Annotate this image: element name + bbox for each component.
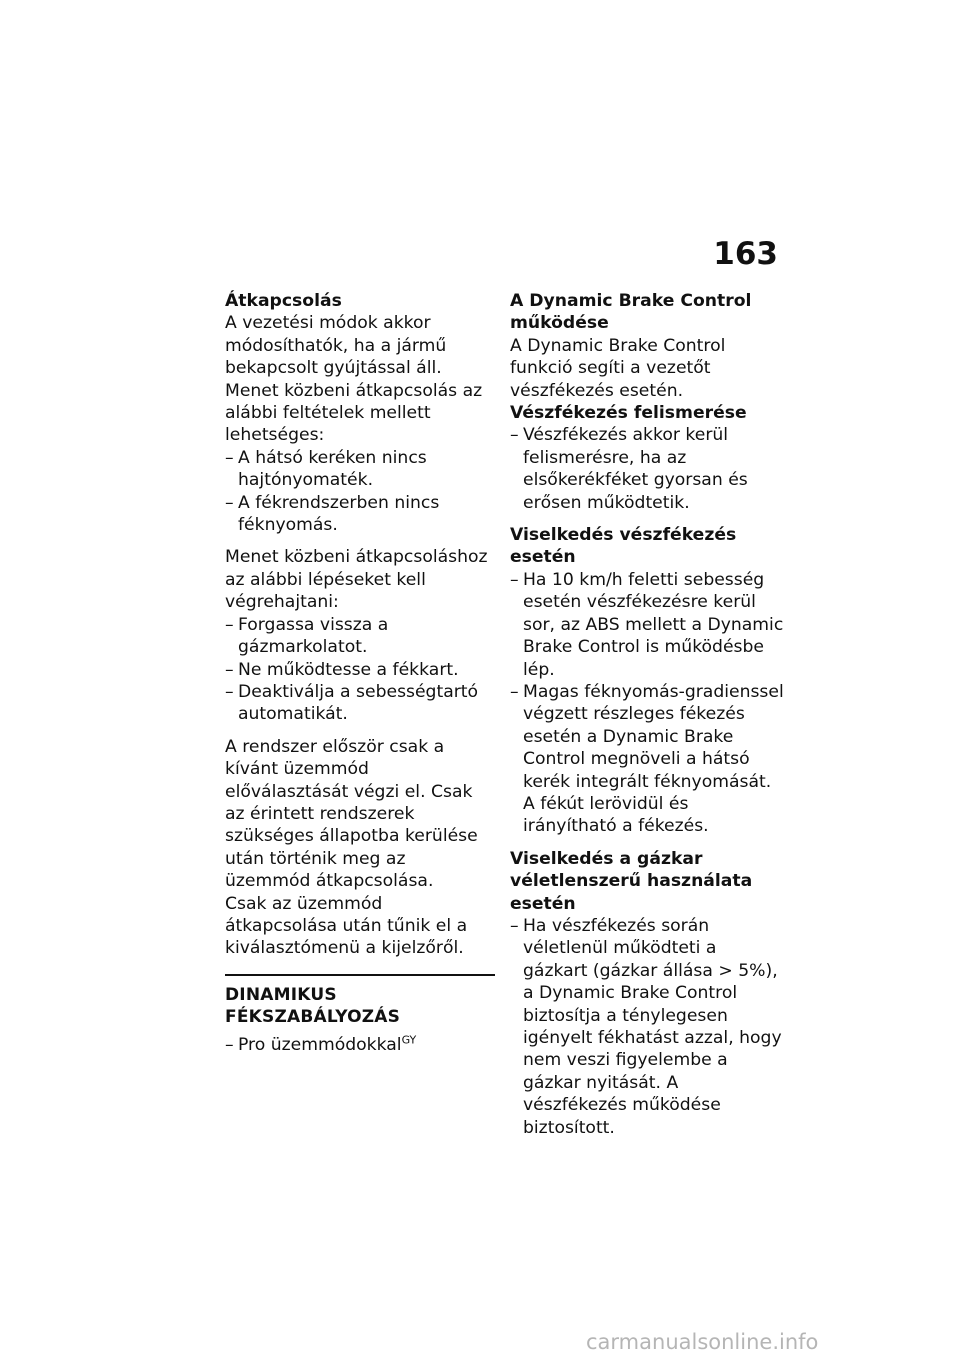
heading-throttle: Viselkedés a gázkar véletlenszerű használata esetén (510, 848, 753, 914)
behavior-list (510, 569, 785, 838)
left-column (225, 290, 495, 1056)
pro-list (225, 1034, 495, 1056)
footnote-marker: GY (401, 1033, 417, 1047)
heading-behavior: Viselkedés vészfékezés esetén (510, 525, 737, 568)
paragraph: A rendszer először csak a kívánt üzemmód előválasztását végzi el. Csak az érintett rendszerek szükséges állapotba kerülése után történik meg az üzemmód átkapcsolása. (225, 736, 478, 892)
list-item: – A fékrendszerben nincs féknyomás. (225, 492, 440, 536)
right-column (510, 290, 785, 1139)
steps-list (225, 614, 495, 726)
paragraph: A Dynamic Brake Control funkció segíti a vezetőt vészfékezés esetén. (510, 335, 726, 401)
list-item: – Deaktiválja a sebességtartó automatikát. (225, 681, 479, 725)
heading-recognition: Vészfékezés felismerése (510, 403, 747, 424)
paragraph: Csak az üzemmód átkapcsolása után tűnik el a kiválasztómenü a kijelzőről. (225, 893, 468, 959)
list-item: – Pro üzemmódokkal$^{GY}$ (225, 1033, 417, 1055)
list-item: – Magas féknyomás-gradienssel végzett részleges fékezés esetén a Dynamic Brake Control megnöveli a hátsó kerék integrált féknyomását. A fékút lerövidül és irányítható a fékezés. (510, 681, 784, 837)
recognition-list (510, 424, 785, 514)
list-item: – Ne működtesse a fékkart. (225, 659, 459, 680)
section-heading: DINAMIKUS FÉKSZABÁLYOZÁS (225, 974, 495, 1028)
condition-list (225, 447, 495, 537)
watermark: carmanualsonline.info (586, 1330, 819, 1354)
paragraph: Menet közbeni átkapcsoláshoz az alábbi lépéseket kell végrehajtani: (225, 547, 488, 613)
paragraph: A vezetési módok akkor módosíthatók, ha a jármű bekapcsolt gyújtással áll. Menet közbeni átkapcsolás az alábbi feltételek mellett lehetséges: (225, 313, 483, 446)
list-item: – Ha 10 km/h feletti sebesség esetén vészfékezésre kerül sor, az ABS mellett a Dynamic Brake Control is működésbe lép. (510, 569, 784, 680)
list-item: – Ha vészfékezés során véletlenül működteti a gázkart (gázkar állása > 5%), a Dynamic Brake Control biztosítja a ténylegesen igényelt fékhatást azzal, hogy nem veszi figyelembe a gázkar nyitását. A vészfékezés működése biztosított. (510, 915, 782, 1138)
list-item: – A hátsó keréken nincs hajtónyomaték. (225, 447, 427, 491)
throttle-list (510, 915, 785, 1139)
list-item: – Vészfékezés akkor kerül felismerésre, ha az elsőkerékféket gyorsan és erősen működtetik. (510, 425, 748, 513)
heading-dbc: A Dynamic Brake Control működése (510, 291, 752, 334)
list-item: – Forgassa vissza a gázmarkolatot. (225, 614, 389, 658)
heading-atkapcsolas: Átkapcsolás (225, 291, 342, 311)
page-number: 163 (713, 236, 778, 272)
